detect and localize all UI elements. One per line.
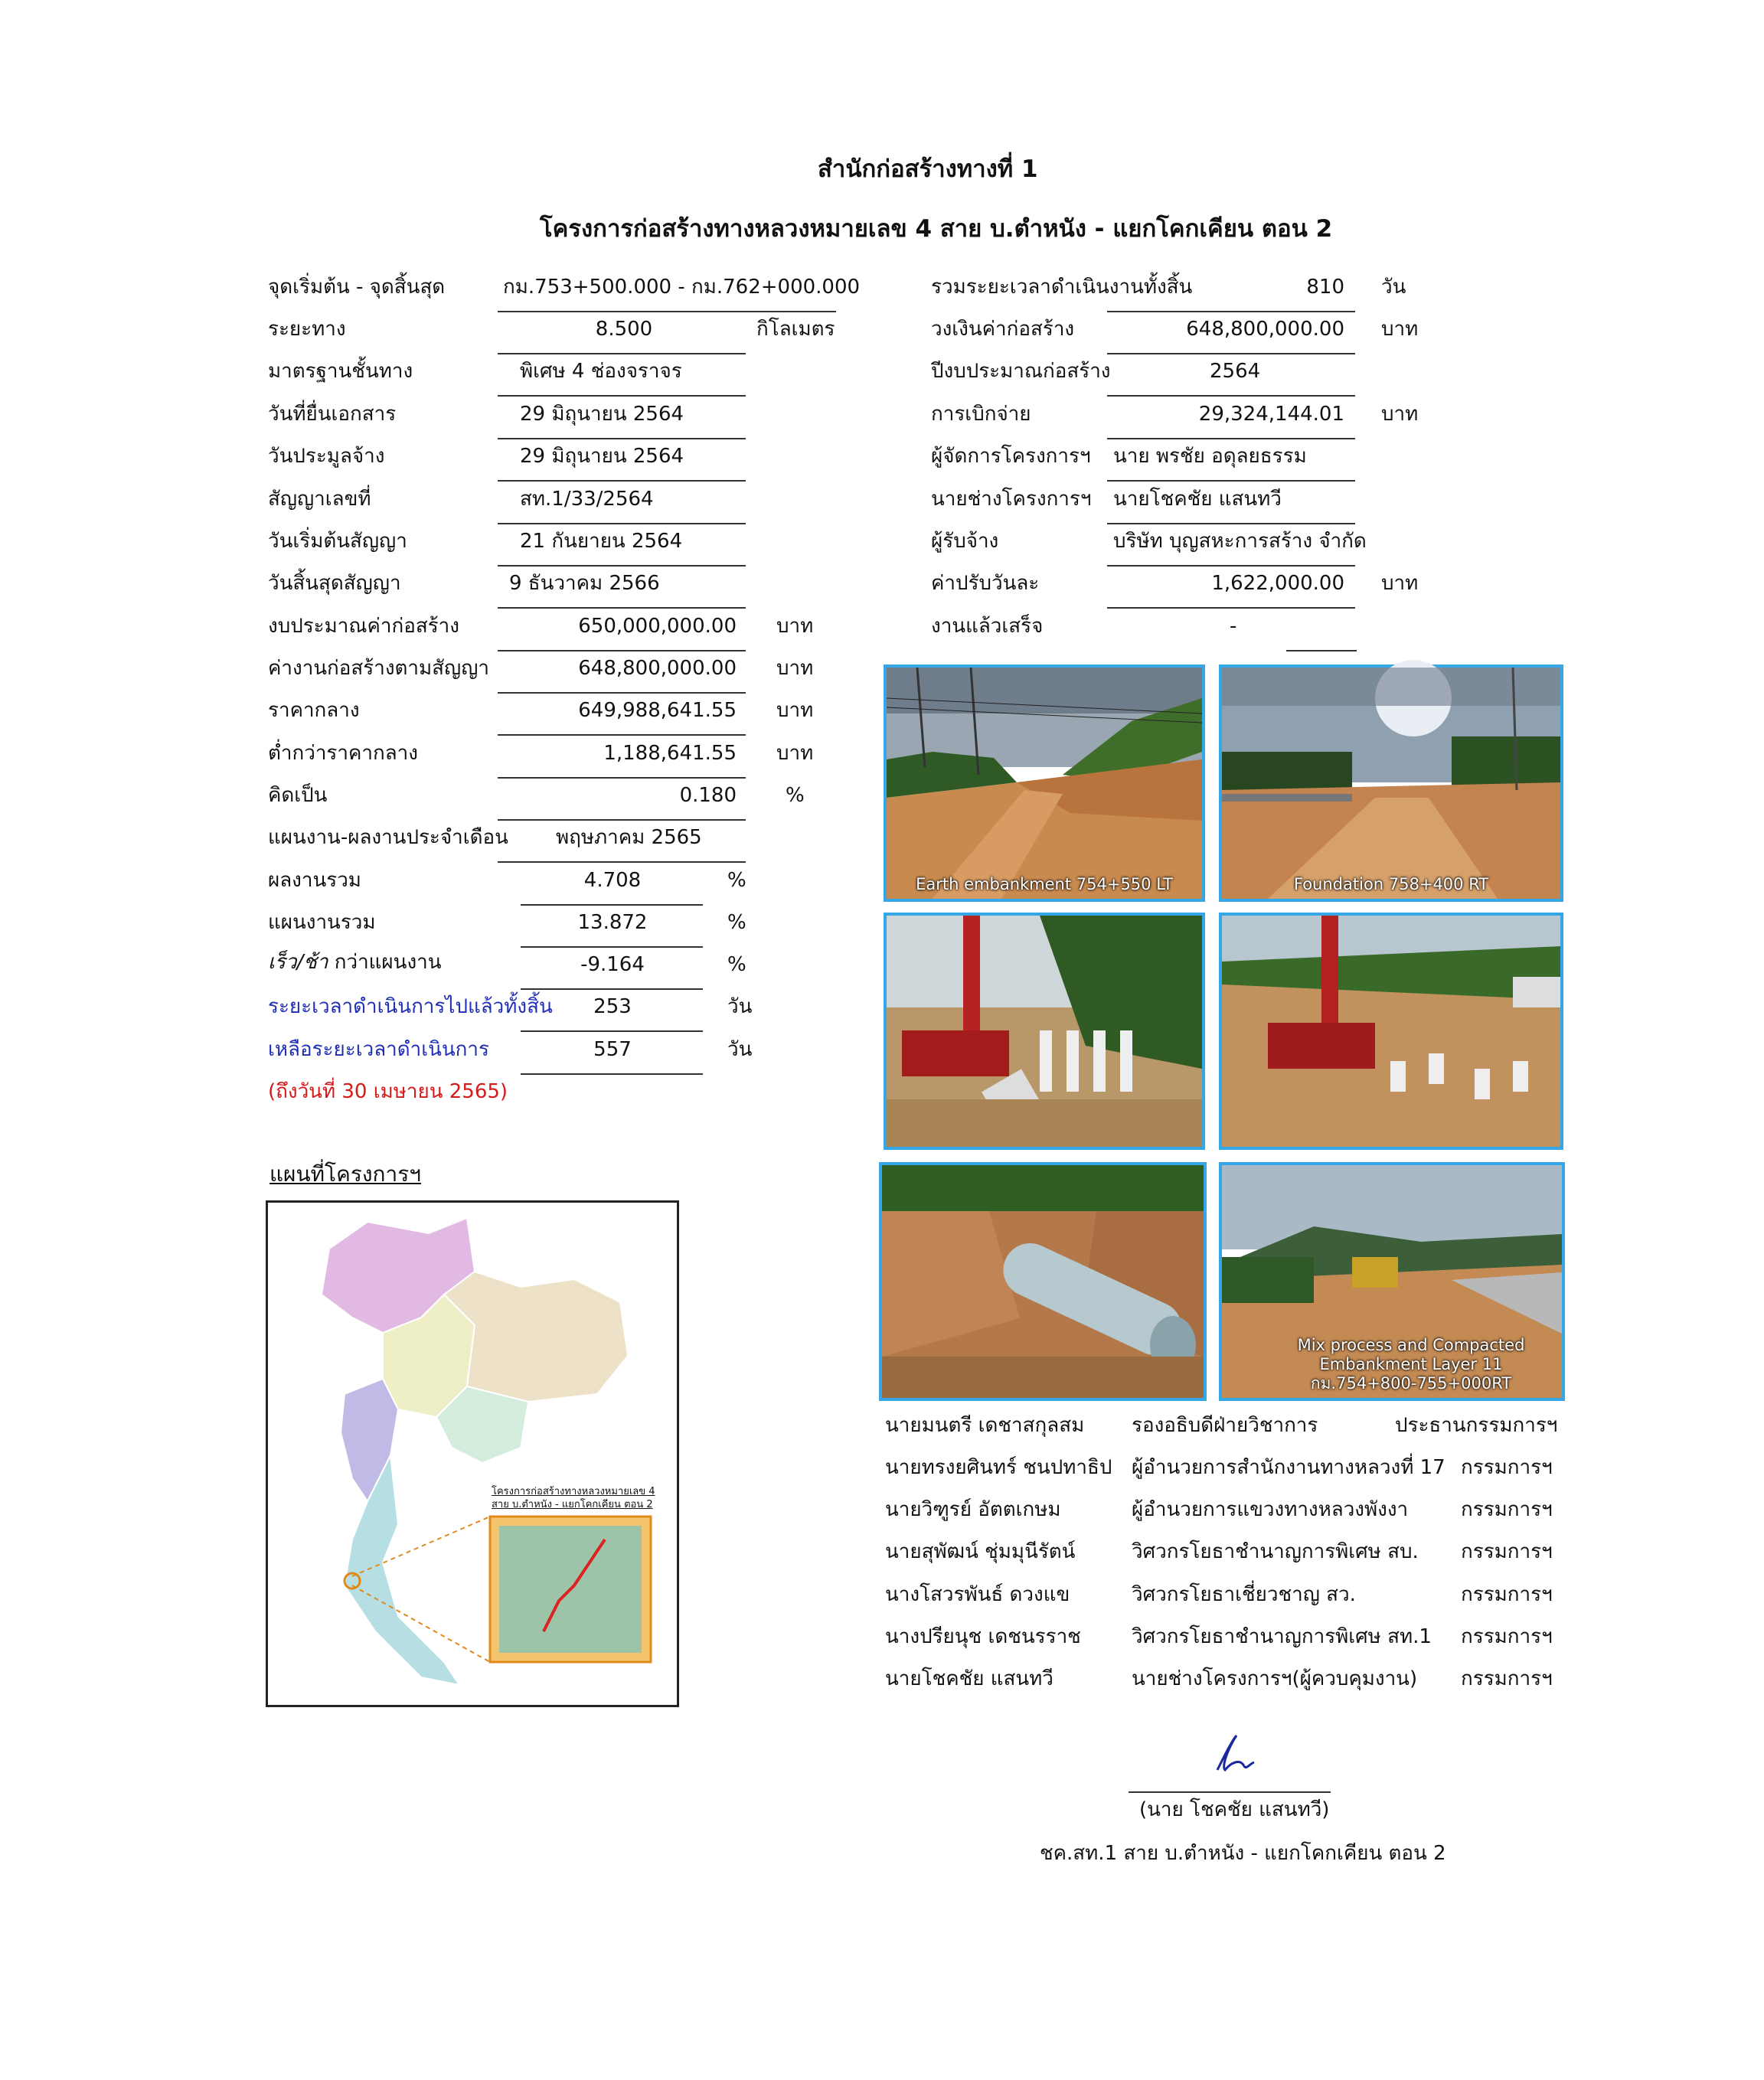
- committee-position: ผู้อำนวยการสำนักงานทางหลวงที่ 17: [1132, 1456, 1446, 1479]
- map-callout-line2: สาย บ.ตำหนัง - แยกโคกเคียน ตอน 2: [492, 1499, 653, 1510]
- diff-value: -9.164: [580, 953, 645, 976]
- percent-label: คิดเป็น: [268, 784, 328, 807]
- remain-unit: วัน: [727, 1038, 753, 1061]
- fiscal-label: ปีงบประมาณก่อสร้าง: [931, 360, 1111, 383]
- contract-end-label: วันสิ้นสุดสัญญา: [268, 572, 401, 595]
- remain-label: เหลือระยะเวลาดำเนินการ: [268, 1038, 489, 1061]
- engineer-value: นายโชคชัย แสนทวี: [1113, 488, 1282, 511]
- percent-unit: %: [786, 784, 805, 807]
- result-value: 4.708: [583, 869, 642, 892]
- credit-unit: บาท: [1381, 318, 1419, 341]
- standard-value: พิเศษ 4 ช่องจราจร: [520, 360, 682, 383]
- distance-unit: กิโลเมตร: [756, 318, 835, 341]
- photo-caption: Mix process and Compacted Embankment Layer 11 กม.754+800-755+000RT: [1297, 1336, 1525, 1393]
- completed-value: -: [1230, 615, 1237, 638]
- below-unit: บาท: [776, 742, 814, 765]
- below-label: ต่ำกว่าราคากลาง: [268, 742, 418, 765]
- contract-cost-unit: บาท: [776, 657, 814, 680]
- diff-label-italic: เร็ว/ช้า: [268, 951, 328, 974]
- office-title: สำนักก่อสร้างทางที่ 1: [818, 155, 1038, 183]
- committee-name: นายสุพัฒน์ ชุ่มมุนีรัตน์: [885, 1540, 1076, 1563]
- engineer-label: นายช่างโครงการฯ: [931, 488, 1092, 511]
- committee-position: วิศวกรโยธาชำนาญการพิเศษ สท.1: [1132, 1625, 1432, 1648]
- committee-role: กรรมการฯ: [1461, 1625, 1553, 1648]
- photo-foundation: [1219, 664, 1563, 902]
- plan-value: 13.872: [577, 911, 648, 934]
- committee-role: กรรมการฯ: [1461, 1540, 1553, 1563]
- total-days-label: รวมระยะเวลาดำเนินงานทั้งสิ้น: [931, 276, 1193, 299]
- committee-name: นายโชคชัย แสนทวี: [885, 1667, 1054, 1690]
- committee-role: กรรมการฯ: [1461, 1498, 1553, 1521]
- disburse-value: 29,324,144.01: [1198, 403, 1344, 426]
- photo-earth-embankment-image: [887, 668, 1202, 899]
- thailand-map-image: [268, 1203, 677, 1705]
- committee-name: นายวิฑูรย์ อัตตเกษม: [885, 1498, 1061, 1521]
- manager-label: ผู้จัดการโครงการฯ: [931, 445, 1091, 468]
- signature-title: ชค.สท.1 สาย บ.ตำหนัง - แยกโคกเคียน ตอน 2: [1040, 1842, 1446, 1865]
- median-label: ราคากลาง: [268, 699, 360, 722]
- fiscal-value: 2564: [1210, 360, 1261, 383]
- photo-drainage-pipe-image: [882, 1165, 1204, 1398]
- remain-value: 557: [593, 1038, 632, 1061]
- committee-role: ประธานกรรมการฯ: [1395, 1414, 1558, 1437]
- budget-unit: บาท: [776, 615, 814, 638]
- photo-piling-2-image: [1222, 916, 1560, 1147]
- photo-piling-1-image: [887, 916, 1202, 1147]
- manager-value: นาย พรชัย อดุลยธรรม: [1113, 445, 1307, 468]
- contract-no-label: สัญญาเลขที่: [268, 488, 371, 511]
- percent-value: 0.180: [679, 784, 737, 807]
- diff-label: [268, 949, 442, 975]
- signature-name: (นาย โชคชัย แสนทวี): [1139, 1798, 1330, 1821]
- contract-cost-value: 648,800,000.00: [578, 657, 737, 680]
- photo-piling-1: [884, 913, 1205, 1150]
- project-title: โครงการก่อสร้างทางหลวงหมายเลข 4 สาย บ.ตำหนัง - แยกโคกเคียน ตอน 2: [540, 215, 1333, 243]
- plan-label: แผนงานรวม: [268, 911, 376, 934]
- photo-foundation-image: [1222, 668, 1560, 899]
- budget-value: 650,000,000.00: [578, 615, 737, 638]
- committee-role: กรรมการฯ: [1461, 1456, 1553, 1479]
- photo-compacted-embankment: [1219, 1162, 1565, 1401]
- submit-value: 29 มิถุนายน 2564: [520, 403, 684, 426]
- photo-earth-embankment: [884, 664, 1205, 902]
- distance-value: 8.500: [595, 318, 653, 341]
- as-of-date: (ถึงวันที่ 30 เมษายน 2565): [268, 1080, 508, 1103]
- diff-label-rest: กว่าแผนงาน: [328, 951, 442, 974]
- contractor-value: บริษัท บุญสหะการสร้าง จำกัด: [1113, 530, 1367, 553]
- completed-label: งานแล้วเสร็จ: [931, 615, 1044, 638]
- committee-position: วิศวกรโยธาชำนาญการพิเศษ สบ.: [1132, 1540, 1419, 1563]
- committee-name: นางโสวรพันธ์ ดวงแข: [885, 1583, 1070, 1606]
- photo-piling-2: [1219, 913, 1563, 1150]
- project-map: [266, 1200, 679, 1707]
- disburse-unit: บาท: [1381, 403, 1419, 426]
- committee-position: นายช่างโครงการฯ(ผู้ควบคุมงาน): [1132, 1667, 1418, 1690]
- result-label: ผลงานรวม: [268, 869, 361, 892]
- photo-caption: Earth embankment 754+550 LT: [916, 875, 1173, 893]
- distance-label: ระยะทาง: [268, 318, 346, 341]
- committee-position: ผู้อำนวยการแขวงทางหลวงพังงา: [1132, 1498, 1409, 1521]
- contract-start-value: 21 กันยายน 2564: [520, 530, 683, 553]
- disburse-label: การเบิกจ่าย: [931, 403, 1031, 426]
- standard-label: มาตรฐานชั้นทาง: [268, 360, 413, 383]
- fine-value: 1,622,000.00: [1211, 572, 1344, 595]
- monthly-label: แผนงาน-ผลงานประจำเดือน: [268, 826, 508, 849]
- auction-value: 29 มิถุนายน 2564: [520, 445, 684, 468]
- elapsed-value: 253: [593, 995, 632, 1018]
- committee-position: วิศวกรโยธาเชี่ยวชาญ สว.: [1132, 1583, 1356, 1606]
- contractor-label: ผู้รับจ้าง: [931, 530, 999, 553]
- contract-start-label: วันเริ่มต้นสัญญา: [268, 530, 407, 553]
- photo-caption: Foundation 758+400 RT: [1293, 875, 1489, 893]
- photo-drainage-pipe: [879, 1162, 1207, 1401]
- median-value: 649,988,641.55: [578, 699, 737, 722]
- map-title: แผนที่โครงการฯ: [270, 1161, 421, 1187]
- committee-position: รองอธิบดีฝ่ายวิชาการ: [1132, 1414, 1318, 1437]
- fine-label: ค่าปรับวันละ: [931, 572, 1040, 595]
- committee-role: กรรมการฯ: [1461, 1667, 1553, 1690]
- elapsed-unit: วัน: [727, 995, 753, 1018]
- contract-cost-label: ค่างานก่อสร้างตามสัญญา: [268, 657, 489, 680]
- committee-name: นายมนตรี เดชาสกุลสม: [885, 1414, 1085, 1437]
- total-days-value: 810: [1306, 276, 1344, 299]
- budget-label: งบประมาณค่าก่อสร้าง: [268, 615, 459, 638]
- contract-no-value: สท.1/33/2564: [520, 488, 654, 511]
- diff-unit: %: [727, 953, 746, 976]
- committee-role: กรรมการฯ: [1461, 1583, 1553, 1606]
- route-label: จุดเริ่มต้น - จุดสิ้นสุด: [268, 276, 446, 299]
- monthly-value: พฤษภาคม 2565: [556, 826, 702, 849]
- contract-end-value: 9 ธันวาคม 2566: [509, 572, 660, 595]
- median-unit: บาท: [776, 699, 814, 722]
- result-unit: %: [727, 869, 746, 892]
- credit-value: 648,800,000.00: [1186, 318, 1344, 341]
- total-days-unit: วัน: [1381, 276, 1406, 299]
- below-value: 1,188,641.55: [603, 742, 737, 765]
- route-value: กม.753+500.000 - กม.762+000.000: [503, 276, 861, 299]
- committee-name: นางปรียนุช เดชนรราช: [885, 1625, 1081, 1648]
- plan-unit: %: [727, 911, 746, 934]
- map-callout-line1: โครงการก่อสร้างทางหลวงหมายเลข 4: [492, 1486, 655, 1497]
- credit-label: วงเงินค่าก่อสร้าง: [931, 318, 1075, 341]
- auction-label: วันประมูลจ้าง: [268, 445, 385, 468]
- fine-unit: บาท: [1381, 572, 1419, 595]
- handwritten-signature: [1202, 1732, 1263, 1778]
- submit-label: วันที่ยื่นเอกสาร: [268, 403, 397, 426]
- committee-name: นายทรงยศินทร์ ชนปทาธิป: [885, 1456, 1112, 1479]
- elapsed-label: ระยะเวลาดำเนินการไปแล้วทั้งสิ้น: [268, 995, 553, 1018]
